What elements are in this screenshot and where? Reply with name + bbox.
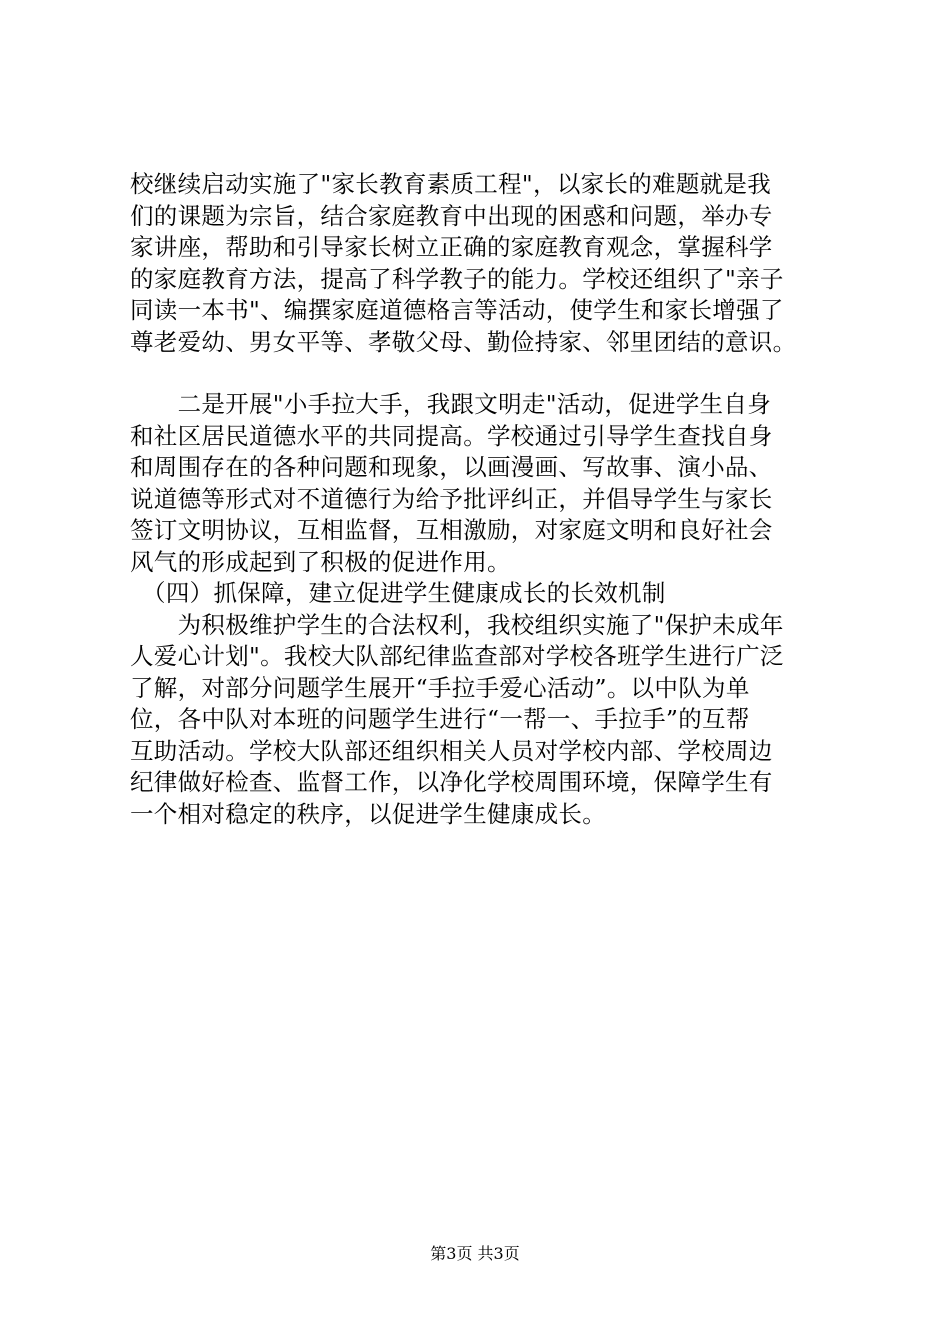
text-line: 一个相对稳定的秩序，以促进学生健康成长。 bbox=[130, 799, 606, 828]
page-footer bbox=[0, 1244, 950, 1264]
text-line: 为积极维护学生的合法权利，我校组织实施了"保护未成年 bbox=[130, 610, 784, 639]
text-line: 们的课题为宗旨，结合家庭教育中出现的困惑和问题，举办专 bbox=[130, 201, 773, 230]
text-line: 互助活动。学校大队部还组织相关人员对学校内部、学校周边 bbox=[130, 736, 773, 765]
text-line: 的家庭教育方法，提高了科学教子的能力。学校还组织了"亲子 bbox=[130, 264, 784, 293]
page-number-label: 第3页 共3页 bbox=[430, 1244, 520, 1263]
text-line: 和社区居民道德水平的共同提高。学校通过引导学生查找自身 bbox=[130, 421, 773, 450]
text-line: 位，各中队对本班的问题学生进行“一帮一、手拉手”的互帮 bbox=[130, 705, 750, 733]
text-line: 风气的形成起到了积极的促进作用。 bbox=[130, 547, 511, 576]
section-heading: （四）抓保障，建立促进学生健康成长的长效机制 bbox=[130, 579, 666, 607]
text-line: 纪律做好检查、监督工作，以净化学校周围环境，保障学生有 bbox=[130, 768, 773, 796]
text-line: 二是开展"小手拉大手，我跟文明走"活动，促进学生自身 bbox=[130, 390, 772, 418]
text-line: 同读一本书"、编撰家庭道德格言等活动，使学生和家长增强了 bbox=[130, 296, 784, 324]
text-line: 尊老爱幼、男女平等、孝敬父母、勤俭持家、邻里团结的意识。 bbox=[130, 327, 797, 356]
text-line: 说道德等形式对不道德行为给予批评纠正，并倡导学生与家长 bbox=[130, 484, 773, 513]
text-line: 家讲座，帮助和引导家长树立正确的家庭教育观念，掌握科学 bbox=[130, 233, 773, 261]
text-line: 人爱心计划"。我校大队部纪律监查部对学校各班学生进行广泛 bbox=[130, 642, 784, 670]
text-line: 签订文明协议，互相监督，互相激励，对家庭文明和良好社会 bbox=[130, 516, 773, 544]
document-body bbox=[130, 169, 830, 830]
paragraph-gap bbox=[130, 358, 830, 389]
text-line: 和周围存在的各种问题和现象，以画漫画、写故事、演小品、 bbox=[130, 453, 773, 481]
text-line: 校继续启动实施了"家长教育素质工程"，以家长的难题就是我 bbox=[130, 170, 772, 198]
text-line: 了解，对部分问题学生展开“手拉手爱心活动”。以中队为单 bbox=[130, 673, 750, 702]
